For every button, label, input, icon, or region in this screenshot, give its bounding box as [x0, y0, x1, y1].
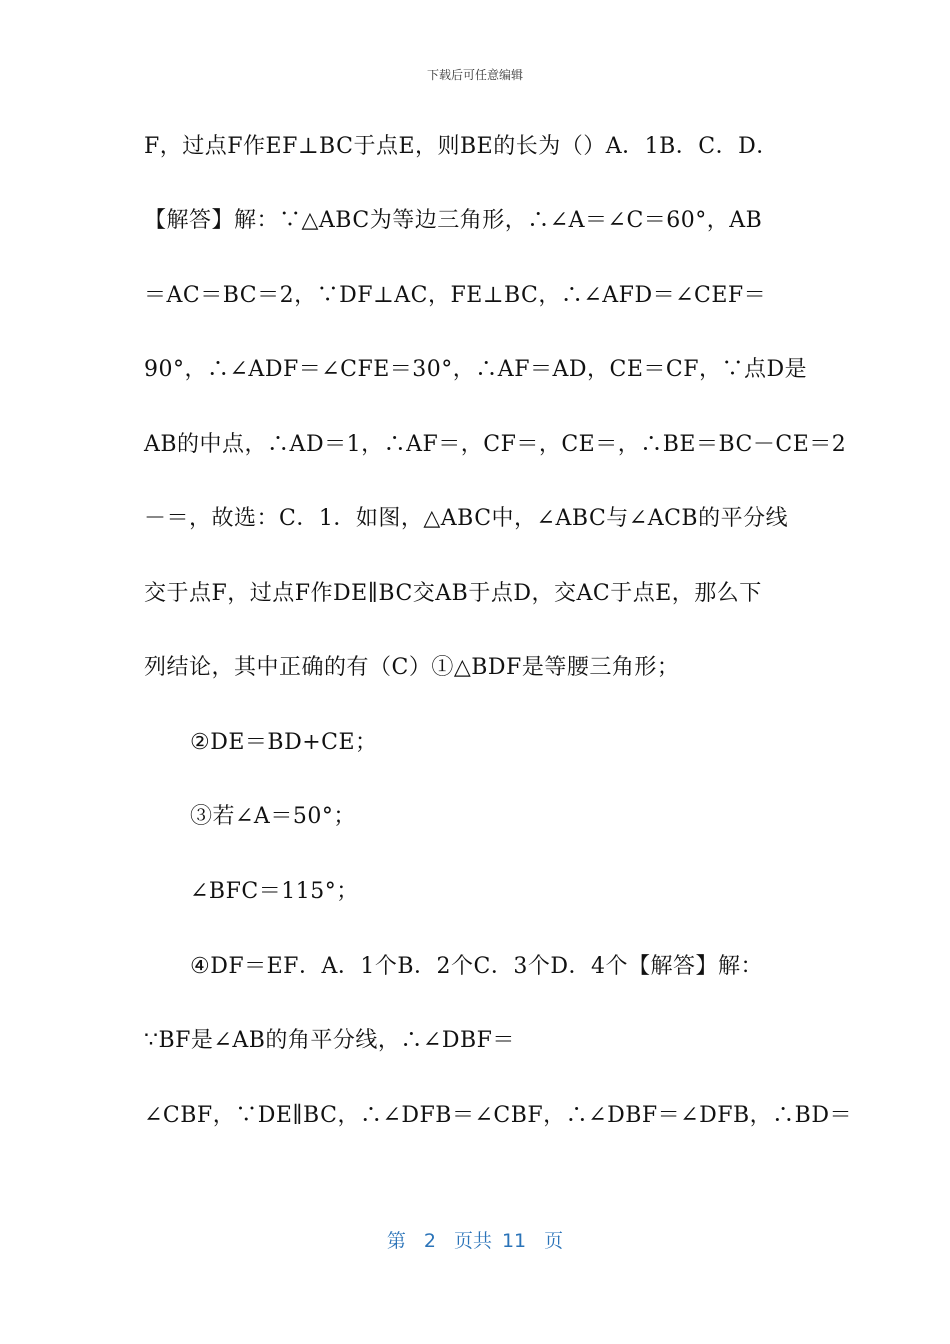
- text-line-14: ∠CBF，∵DE∥BC，∴∠DFB＝∠CBF，∴∠DBF＝∠DFB，∴BD＝: [144, 1103, 852, 1128]
- text-line-12: ④DF＝EF．A．1个B．2个C．3个D．4个【解答】解：: [190, 954, 763, 979]
- footer-current-page: 2: [423, 1230, 436, 1252]
- text-line-7: 交于点F，过点F作DE∥BC交AB于点D，交AC于点E，那么下: [144, 581, 762, 606]
- page-header-note: 下载后可任意编辑: [426, 68, 523, 82]
- text-line-3: ＝AC＝BC＝2，∵DF⊥AC，FE⊥BC，∴∠AFD＝∠CEF＝: [144, 283, 767, 308]
- footer-suffix: 页: [544, 1230, 564, 1252]
- footer-middle: 页共: [453, 1230, 492, 1252]
- text-line-10: ③若∠A＝50°；: [190, 804, 356, 829]
- text-line-5: AB的中点，∴AD＝1，∴AF＝，CF＝，CE＝，∴BE＝BC－CE＝2: [144, 432, 847, 457]
- text-line-4: 90°，∴∠ADF＝∠CFE＝30°，∴AF＝AD，CE＝CF，∵点D是: [144, 357, 808, 382]
- text-line-2: 【解答】解：∵△ABC为等边三角形，∴∠A＝∠C＝60°，AB: [144, 208, 763, 233]
- text-line-1: F，过点F作EF⊥BC于点E，则BE的长为（）A．1B．C．D．: [144, 134, 779, 159]
- footer-prefix: 第: [386, 1230, 406, 1252]
- text-line-9: ②DE＝BD+CE；: [190, 730, 378, 755]
- page-footer: [0, 1226, 950, 1253]
- footer-total-pages: 11: [501, 1230, 527, 1252]
- text-line-8: 列结论，其中正确的有（C）①△BDF是等腰三角形；: [144, 655, 680, 680]
- text-line-6: －＝，故选：C．1．如图，△ABC中，∠ABC与∠ACB的平分线: [144, 506, 789, 531]
- text-line-11: ∠BFC＝115°；: [190, 879, 359, 904]
- text-line-13: ∵BF是∠AB的角平分线，∴∠DBF＝: [144, 1028, 515, 1053]
